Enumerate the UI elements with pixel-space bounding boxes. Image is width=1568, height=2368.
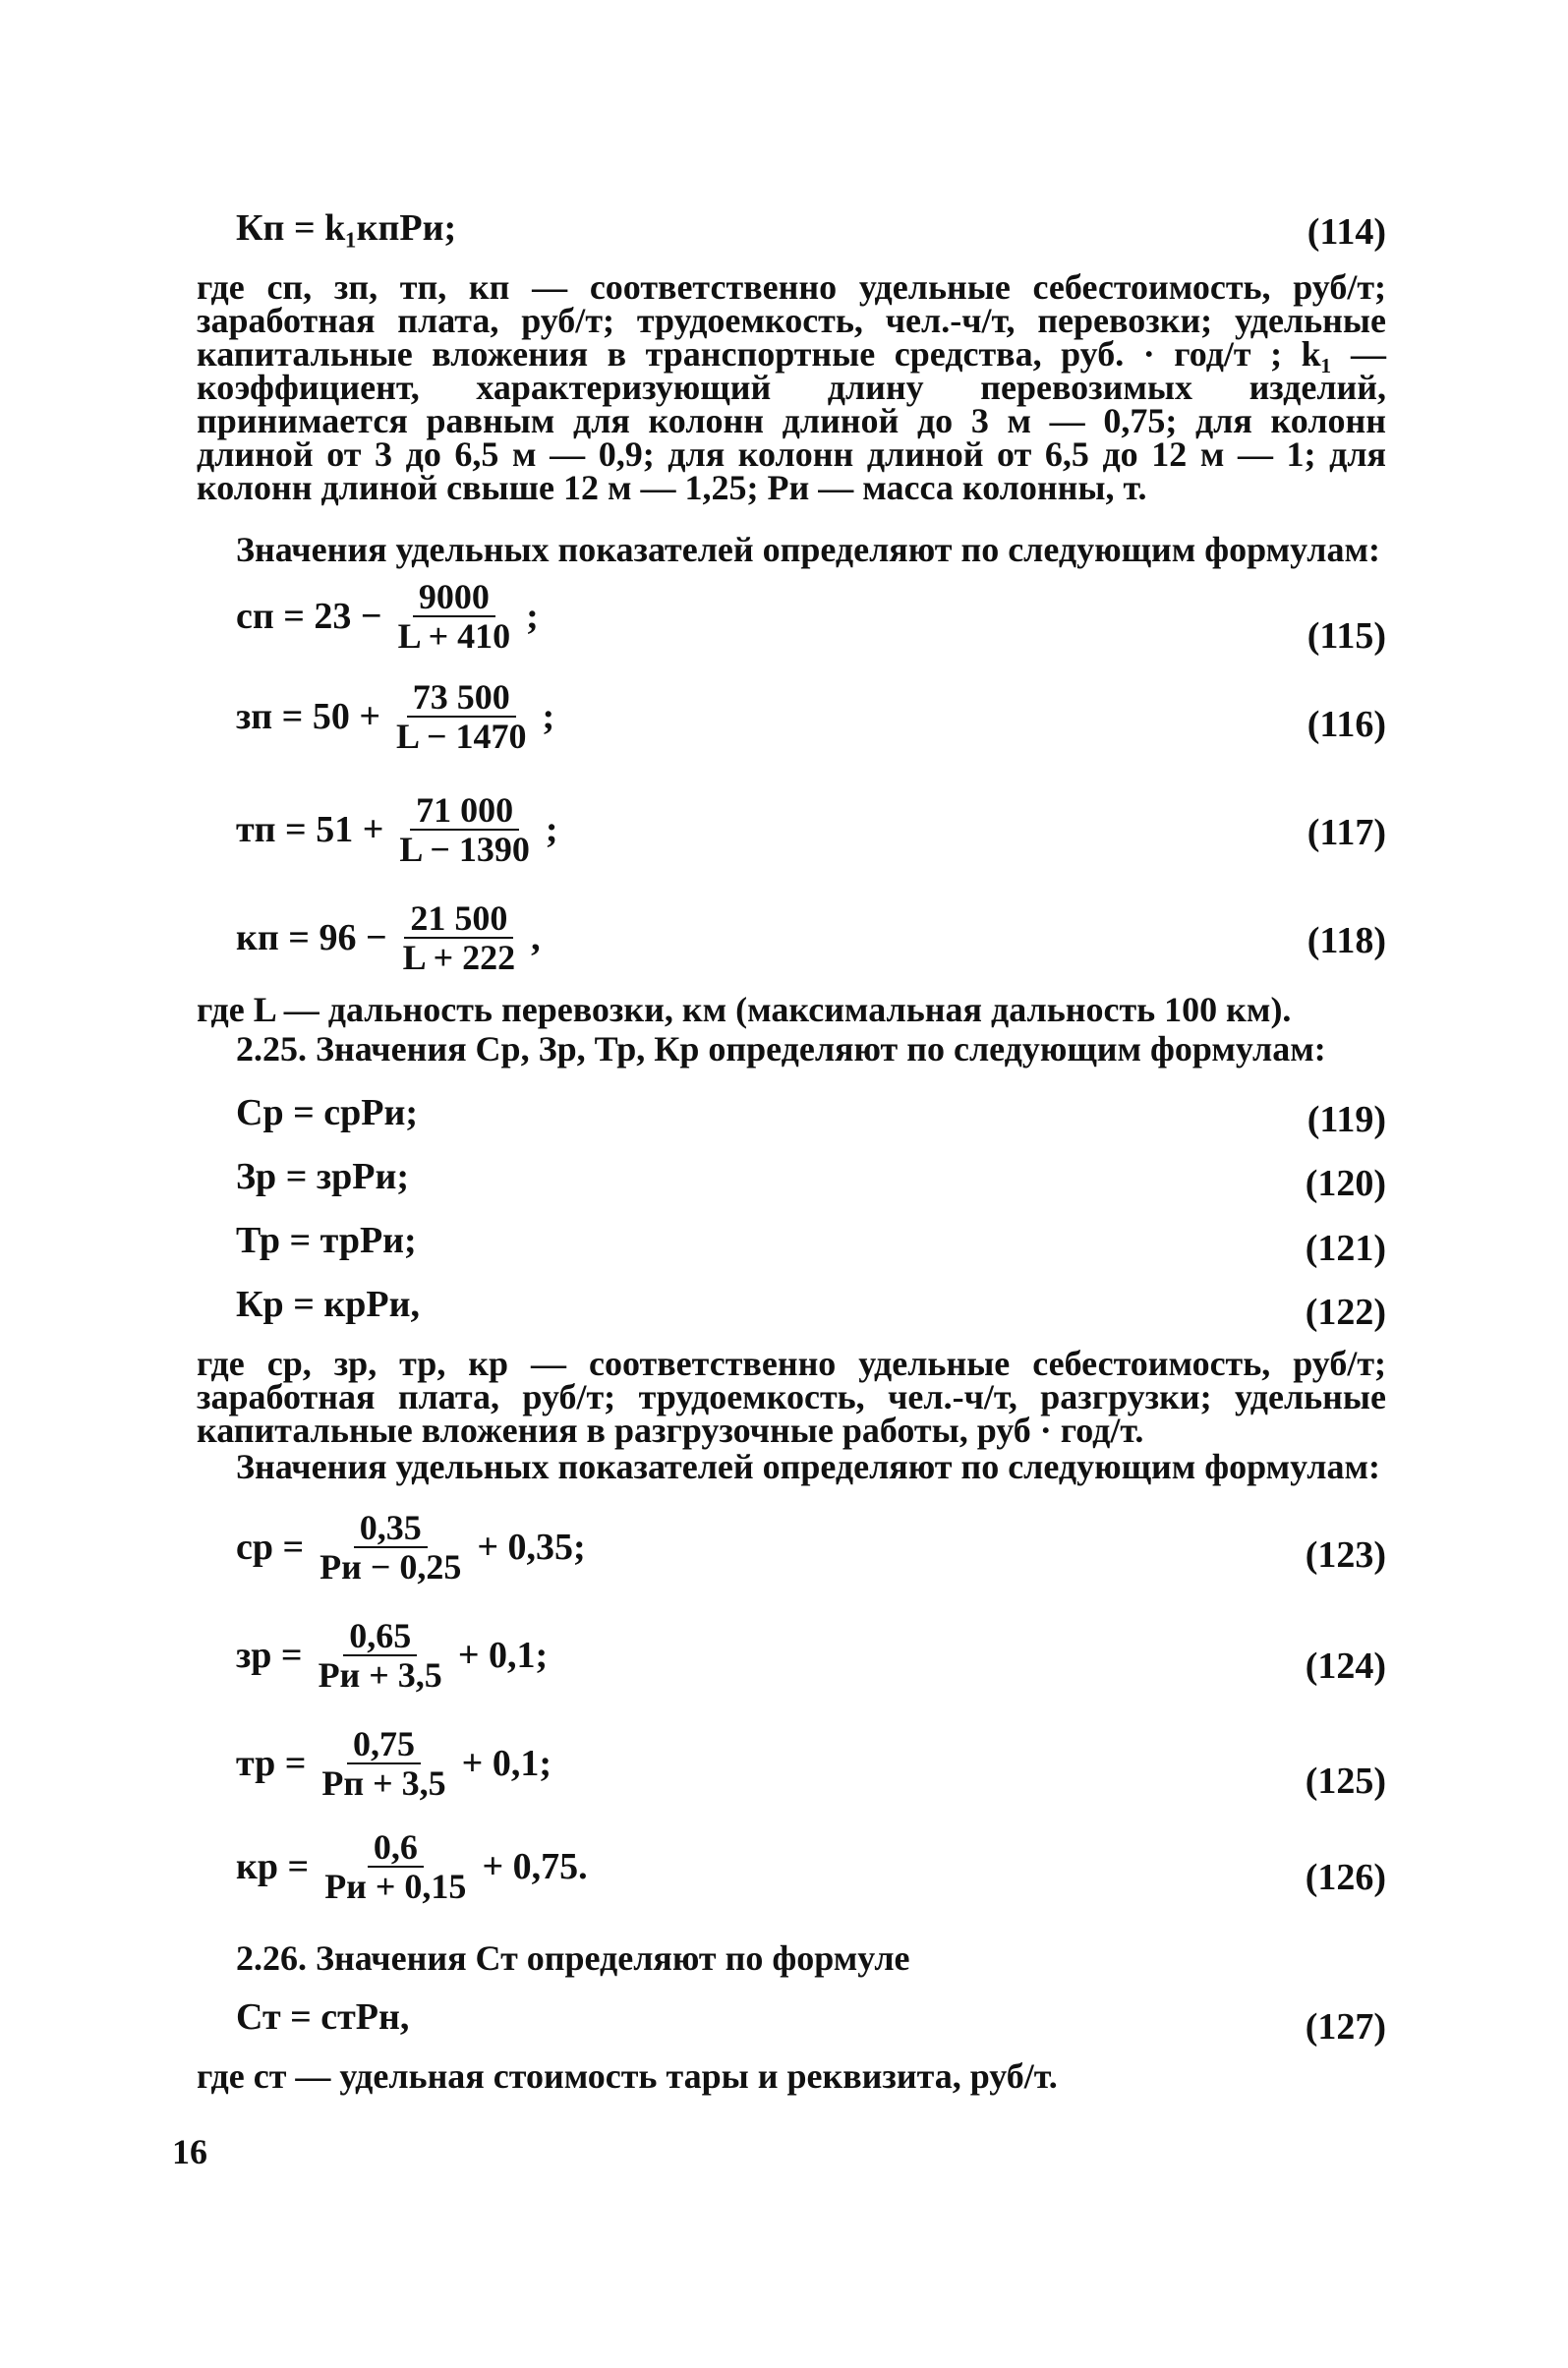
equation-number-117: (117) bbox=[1307, 812, 1386, 853]
formula-116-fraction bbox=[390, 678, 533, 755]
formula-125-numerator: 0,75 bbox=[347, 1725, 421, 1764]
equation-number-122: (122) bbox=[1305, 1292, 1386, 1333]
formula-118 bbox=[236, 899, 541, 976]
equation-number-114: (114) bbox=[1307, 211, 1386, 253]
equation-number-121: (121) bbox=[1305, 1228, 1386, 1269]
formula-120 bbox=[236, 1155, 409, 1198]
formula-127 bbox=[236, 1995, 409, 2039]
equation-number-120: (120) bbox=[1305, 1163, 1386, 1204]
formula-126-lhs: кр = bbox=[236, 1846, 310, 1887]
formula-118-fraction bbox=[397, 899, 522, 976]
formula-125-fraction bbox=[316, 1725, 451, 1802]
formula-126 bbox=[236, 1828, 588, 1905]
formula-125-denominator: Рп + 3,5 bbox=[321, 1763, 446, 1803]
formula-121 bbox=[236, 1219, 417, 1262]
formula-115-numerator: 9000 bbox=[413, 578, 495, 617]
equation-number-127: (127) bbox=[1305, 2006, 1386, 2048]
formula-124-denominator: Ри + 3,5 bbox=[318, 1655, 442, 1695]
formula-124-fraction bbox=[313, 1617, 448, 1694]
formula-121-text: Тр = трРи; bbox=[236, 1220, 417, 1261]
section-2-26-heading: 2.26. Значения Ст определяют по формуле bbox=[236, 1938, 910, 1978]
equation-number-126: (126) bbox=[1305, 1857, 1386, 1898]
equation-number-123: (123) bbox=[1305, 1534, 1386, 1576]
formula-117-lhs: тп = 51 + bbox=[236, 809, 384, 850]
formula-116 bbox=[236, 678, 554, 755]
formula-114-text: Кп = k₁кпРи; bbox=[236, 207, 457, 249]
formula-115-denominator: L + 410 bbox=[397, 616, 511, 656]
equation-number-125: (125) bbox=[1305, 1761, 1386, 1802]
formula-122-text: Кр = крРи, bbox=[236, 1284, 420, 1325]
formula-127-text: Ст = стРн, bbox=[236, 1996, 410, 2038]
formula-126-denominator: Ри + 0,15 bbox=[324, 1867, 467, 1906]
formula-119 bbox=[236, 1091, 418, 1134]
formula-117-fraction bbox=[393, 791, 536, 868]
formula-124-numerator: 0,65 bbox=[343, 1617, 417, 1656]
equation-number-115: (115) bbox=[1307, 615, 1386, 657]
formula-125 bbox=[236, 1725, 552, 1802]
page-number: 16 bbox=[172, 2132, 207, 2171]
formula-118-lhs: кп = 96 − bbox=[236, 917, 387, 958]
formula-122 bbox=[236, 1283, 420, 1326]
section-2-25-heading: 2.25. Значения Ср, Зр, Тр, Кр определяют по следующим формулам: bbox=[236, 1029, 1326, 1068]
formula-117-tail: ; bbox=[545, 809, 558, 850]
formula-118-denominator: L + 222 bbox=[402, 938, 516, 977]
equation-number-118: (118) bbox=[1307, 920, 1386, 961]
equation-number-124: (124) bbox=[1305, 1646, 1386, 1687]
paragraph-distance-definition: где L — дальность перевозки, км (максимальная дальность 100 км). bbox=[197, 990, 1292, 1029]
formula-118-numerator: 21 500 bbox=[404, 899, 513, 939]
formula-116-denominator: L − 1470 bbox=[395, 717, 527, 756]
formula-115-tail: ; bbox=[526, 596, 539, 637]
formula-124-tail: + 0,1; bbox=[457, 1635, 549, 1676]
formula-126-tail: + 0,75. bbox=[482, 1846, 588, 1887]
formula-114 bbox=[236, 206, 456, 250]
formula-115-fraction bbox=[392, 578, 517, 655]
formula-117-numerator: 71 000 bbox=[410, 791, 519, 831]
formula-119-text: Ср = срРи; bbox=[236, 1092, 418, 1133]
formula-123-tail: + 0,35; bbox=[477, 1527, 586, 1568]
formula-123-denominator: Ри − 0,25 bbox=[319, 1547, 462, 1587]
paragraph-definitions-transport: где сп, зп, тп, кп — соответственно удельные себестоимость, руб/т; заработная плата, руб/т; трудоемкость, чел.-ч/т, перевозки; удельные капитальные вложения в транспортные средства, руб. · год/т ; k₁ — коэффициент, характеризующий длину перевозимых изделий, принимается равным для колонн длиной до 3 м — 0,75; для колонн длиной от 3 до 6,5 м — 0,9; для колонн длиной от 6,5 до 12 м — 1; для колонн длиной свыше 12 м — 1,25; Ри — масса колонны, т. bbox=[197, 267, 1386, 507]
formula-123-fraction bbox=[314, 1509, 467, 1586]
formula-124 bbox=[236, 1617, 548, 1694]
paragraph-container-cost-definition: где ст — удельная стоимость тары и реквизита, руб/т. bbox=[197, 2056, 1058, 2096]
paragraph-specific-indicators-2: Значения удельных показателей определяют по следующим формулам: bbox=[236, 1447, 1380, 1486]
formula-123-numerator: 0,35 bbox=[354, 1509, 428, 1548]
formula-120-text: Зр = зрРи; bbox=[236, 1156, 410, 1197]
formula-125-tail: + 0,1; bbox=[461, 1743, 552, 1784]
formula-126-fraction bbox=[319, 1828, 472, 1905]
formula-115-lhs: сп = 23 − bbox=[236, 596, 382, 637]
equation-number-116: (116) bbox=[1307, 704, 1386, 745]
formula-116-numerator: 73 500 bbox=[407, 678, 516, 718]
formula-115 bbox=[236, 578, 539, 655]
formula-116-lhs: зп = 50 + bbox=[236, 696, 380, 737]
paragraph-definitions-unloading: где ср, зр, тр, кр — соответственно удельные себестоимость, руб/т; заработная плата, руб/т; трудоемкость, чел.-ч/т, разгрузки; удельные капитальные вложения в разгрузочные работы, руб · год/т. bbox=[197, 1344, 1386, 1450]
formula-118-tail: , bbox=[531, 917, 541, 958]
formula-116-tail: ; bbox=[542, 696, 555, 737]
formula-123 bbox=[236, 1509, 586, 1586]
equation-number-119: (119) bbox=[1307, 1099, 1386, 1140]
formula-117-denominator: L − 1390 bbox=[399, 830, 530, 869]
formula-117 bbox=[236, 791, 558, 868]
formula-126-numerator: 0,6 bbox=[368, 1828, 424, 1868]
paragraph-specific-indicators-1: Значения удельных показателей определяют по следующим формулам: bbox=[236, 530, 1380, 569]
formula-124-lhs: зр = bbox=[236, 1635, 303, 1676]
formula-123-lhs: ср = bbox=[236, 1527, 305, 1568]
formula-125-lhs: тр = bbox=[236, 1743, 307, 1784]
